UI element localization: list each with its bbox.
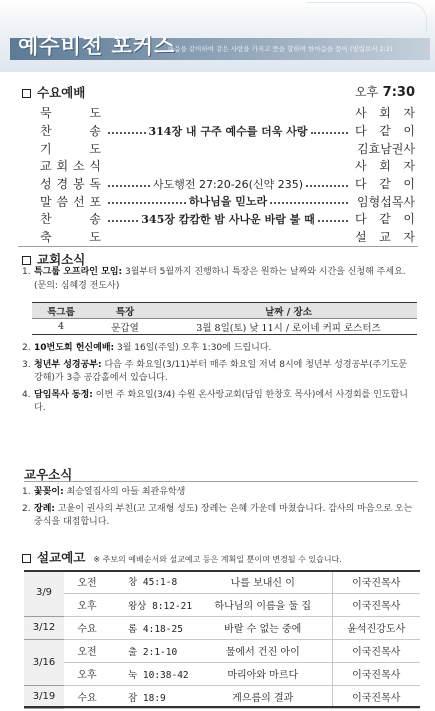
church-news-heading: 교회소식 (22, 250, 85, 268)
schedule-service: 오전 (64, 639, 110, 662)
order-label: 말 씀 선 포 (40, 194, 101, 209)
banner-title: 예수비전 포커스 (18, 34, 176, 58)
church-news-item-2: 2. 10번도회 헌신예배: 3월 16일(주일) 오후 1:30에 드립니다. (22, 343, 272, 353)
order-leader: 다 같 이 (355, 124, 415, 139)
order-label: 찬 송 (40, 212, 101, 227)
order-content: 314장 내 구주 예수를 더욱 사랑 (148, 124, 308, 138)
church-news-items (22, 342, 417, 419)
divider (18, 246, 418, 247)
schedule-scripture: 창 45:1-8 (110, 570, 194, 593)
church-news-item-1: 1. 특그룹 오프라인 모임: 3월부터 5월까지 진행하니 특장은 원하는 날짜와 시간을 신청해 주세요. (문의: 심혜경 전도사) (22, 267, 406, 291)
order-content: 345장 캄캄한 밤 사나운 바람 불 때 (141, 212, 315, 226)
dot-leader (270, 202, 348, 204)
order-content: 하나님을 믿노라 (188, 195, 268, 209)
schedule-scripture: 출 2:1-10 (110, 639, 194, 662)
square-bullet-icon (22, 89, 31, 98)
member-news-heading: 교우소식 (24, 467, 73, 482)
schedule-date: 3/16 (24, 639, 64, 685)
schedule-scripture: 롬 4:18-25 (110, 616, 194, 639)
order-leader: 다 같 이 (355, 212, 415, 227)
order-label: 묵 도 (40, 106, 101, 121)
member-news-item-1: 1. 꽃꽂이: 최승열집사의 아들 최관유학생 (22, 487, 186, 497)
square-bullet-icon (22, 256, 31, 265)
schedule-service: 오후 (64, 593, 110, 616)
schedule-preacher: 이국진목사 (332, 639, 420, 662)
schedule-date: 3/12 (24, 616, 64, 639)
table-cell: 4 (32, 319, 90, 335)
table-row (24, 593, 420, 616)
schedule-scripture: 눅 10:38-42 (110, 662, 194, 685)
dot-leader (108, 132, 146, 134)
order-label: 교 회 소 식 (40, 159, 101, 174)
schedule-preacher: 이국진목사 (332, 593, 420, 616)
table-row (24, 639, 420, 662)
worship-heading: 수요예배 (22, 83, 85, 101)
preview-heading: 설교예고 ※ 주보의 예배순서와 설교예고 등은 계획일 뿐이며 변경될 수 있습니다. (22, 548, 342, 566)
schedule-date: 3/19 (24, 685, 64, 708)
schedule-title: 하나님의 이름을 둘 집 (194, 593, 332, 616)
order-content: 사도행전 27:20-26(신약 235) (153, 177, 303, 191)
order-label: 성 경 봉 독 (40, 177, 101, 192)
member-news-items (22, 486, 417, 533)
table-row (24, 662, 420, 685)
table-cell: 문갑열 (90, 319, 160, 335)
square-bullet-icon (22, 554, 31, 563)
worship-order (40, 104, 415, 246)
order-leader: 김효남권사 (357, 141, 415, 156)
order-row (40, 104, 415, 122)
order-row (40, 157, 415, 175)
order-row (40, 122, 415, 140)
dot-leader (108, 185, 150, 187)
schedule-scripture: 잠 18:9 (110, 685, 194, 708)
dot-leader (108, 220, 138, 222)
schedule-date: 3/9 (24, 570, 64, 616)
divider (24, 481, 418, 482)
table-row (32, 319, 417, 335)
schedule-service: 수요 (64, 616, 110, 639)
order-leader: 다 같 이 (355, 177, 415, 192)
banner-decoration (307, 2, 427, 32)
order-row (40, 228, 415, 246)
table-header: 특장 (90, 303, 160, 319)
banner-subtitle: 마음을 같이하여 같은 사랑을 가지고 뜻을 합하며 한마음을 품어 (빌립보서 2:2) (168, 45, 393, 53)
schedule-title: 게으름의 결과 (194, 685, 332, 708)
table-row (24, 685, 420, 708)
table-cell: 3월 8일(토) 낮 11시 / 로이네 커피 로스터즈 (160, 319, 417, 335)
schedule-title: 마리아와 마르다 (194, 662, 332, 685)
order-label: 기 도 (40, 141, 101, 156)
table-header: 특그룹 (32, 303, 90, 319)
schedule-preacher: 윤석진강도사 (332, 616, 420, 639)
order-row (40, 210, 415, 228)
order-leader: 임형섭목사 (357, 194, 415, 209)
table-row (24, 616, 420, 639)
banner (0, 0, 435, 72)
dot-leader (318, 220, 348, 222)
schedule-preacher: 이국진목사 (332, 662, 420, 685)
meeting-table (32, 302, 417, 335)
schedule-title: 바랄 수 없는 중에 (194, 616, 332, 639)
order-leader: 사 회 자 (355, 106, 415, 121)
order-row (40, 139, 415, 157)
schedule-title: 나를 보내신 이 (194, 570, 332, 593)
worship-time: 오후 7:30 (354, 85, 415, 100)
dot-leader (108, 202, 186, 204)
schedule-scripture: 왕상 8:12-21 (110, 593, 194, 616)
table-header: 날짜 / 장소 (160, 303, 417, 319)
dot-leader (311, 132, 349, 134)
sermon-schedule-table (24, 570, 420, 709)
schedule-title: 물에서 건진 아이 (194, 639, 332, 662)
order-label: 찬 송 (40, 124, 101, 139)
schedule-preacher: 이국진목사 (332, 570, 420, 593)
member-news-item-2: 2. 장례: 고윤이 권사의 부친(고 고재형 성도) 장례는 은혜 가운데 마쳤습니다. 감사의 마음으로 오는 중식을 대접합니다. (22, 503, 413, 527)
order-leader: 설 교 자 (355, 230, 415, 245)
church-news-item-4: 4. 담임목사 동정: 이번 주 화요일(3/4) 수원 온사랑교회(담임 한창호 목사)에서 사경회를 인도합니다. (22, 389, 409, 413)
church-news-item-3: 3. 청년부 성경공부: 다음 주 화요일(3/11)부터 매주 화요일 저녁 8시에 청년부 성경공부(주기도문 강해)가 3층 공감홀에서 있습니다. (22, 359, 408, 383)
order-leader: 사 회 자 (355, 159, 415, 174)
schedule-service: 오전 (64, 570, 110, 593)
table-row (24, 570, 420, 593)
order-row (40, 175, 415, 193)
order-label: 축 도 (40, 230, 101, 245)
preview-note: ※ 주보의 예배순서와 설교예고 등은 계획일 뿐이며 변경될 수 있습니다. (93, 555, 342, 564)
schedule-service: 수요 (64, 685, 110, 708)
schedule-preacher: 이국진목사 (332, 685, 420, 708)
dot-leader (306, 185, 348, 187)
order-row (40, 192, 415, 210)
schedule-service: 오후 (64, 662, 110, 685)
